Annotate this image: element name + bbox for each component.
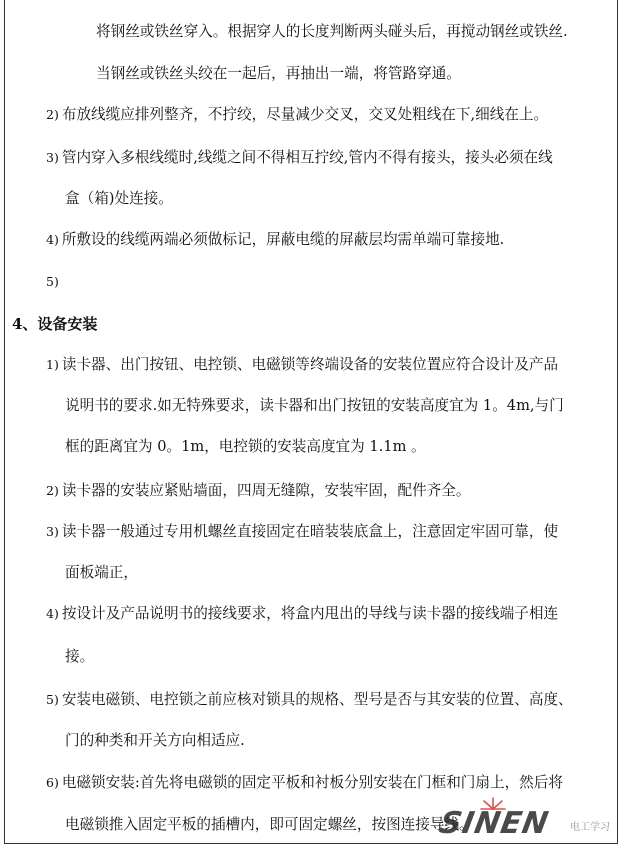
list-number: 4) xyxy=(46,232,59,247)
list-item-continuation: 门的种类和开关方向相适应. xyxy=(65,732,245,749)
list-number: 2) xyxy=(46,107,59,122)
list-number: 2) xyxy=(46,483,59,498)
list-item xyxy=(46,105,548,125)
list-number: 6) xyxy=(46,775,59,790)
watermark-caption: 电工学习 xyxy=(570,822,610,833)
section-heading: 4、设备安装 xyxy=(12,315,98,333)
document-frame xyxy=(4,0,618,844)
list-item xyxy=(46,230,504,250)
list-number: 5) xyxy=(46,274,59,289)
list-number: 4) xyxy=(46,606,59,621)
list-item xyxy=(46,272,62,292)
list-item-text: 读卡器的安装应紧贴墙面，四周无缝隙，安装牢固，配件齐全。 xyxy=(61,482,471,499)
list-item-text: 管内穿入多根线缆时,线缆之间不得相互拧绞,管内不得有接头，接头必须在线 xyxy=(61,149,553,166)
list-item-text: 所敷设的线缆两端必须做标记，屏蔽电缆的屏蔽层均需单端可靠接地. xyxy=(61,231,505,248)
list-number: 5) xyxy=(46,692,59,707)
list-item xyxy=(46,148,553,168)
watermark-logo-text: SINEN xyxy=(436,806,552,841)
paragraph-line: 当钢丝或铁丝头绞在一起后，再抽出一端，将管路穿通。 xyxy=(96,65,461,82)
list-item-continuation: 说明书的要求.如无特殊要求，读卡器和出门按钮的安装高度宜为 1。4m,与门 xyxy=(65,397,564,414)
list-item xyxy=(46,604,558,624)
list-item-continuation: 面板端正， xyxy=(65,564,138,581)
watermark-logo xyxy=(436,796,610,844)
paragraph-line: 将钢丝或铁丝穿入。根据穿人的长度判断两头碰头后，再搅动钢丝或铁丝. xyxy=(96,23,568,40)
list-number: 3) xyxy=(46,150,59,165)
list-item xyxy=(46,355,558,375)
list-item-text: 安装电磁锁、电控锁之前应核对锁具的规格、型号是否与其安装的位置、高度、 xyxy=(61,691,573,708)
list-item-continuation: 接。 xyxy=(65,648,95,665)
list-item-continuation: 盒（箱)处连接。 xyxy=(65,190,173,207)
list-item-text: 读卡器一般通过专用机螺丝直接固定在暗装装底盒上，注意固定牢固可靠，使 xyxy=(61,523,559,540)
list-item xyxy=(46,481,470,501)
list-item xyxy=(46,690,573,710)
list-item xyxy=(46,522,558,542)
list-item-continuation: 框的距离宜为 0。1m，电控锁的安装高度宜为 1.1m 。 xyxy=(65,438,426,455)
list-item-text: 电磁锁安装:首先将电磁锁的固定平板和衬板分别安装在门框和门扇上，然后将 xyxy=(61,774,563,791)
list-item-text: 读卡器、出门按钮、电控锁、电磁锁等终端设备的安装位置应符合设计及产品 xyxy=(61,356,559,373)
list-number: 1) xyxy=(46,357,59,372)
list-item-text: 按设计及产品说明书的接线要求，将盒内甩出的导线与读卡器的接线端子相连 xyxy=(61,605,559,622)
list-item-continuation: 电磁锁推入固定平板的插槽内，即可固定螺丝，按图连接导线。 xyxy=(65,816,474,833)
list-item xyxy=(46,773,563,793)
list-number: 3) xyxy=(46,524,59,539)
list-item-text: 布放线缆应排列整齐，不拧绞，尽量减少交叉，交叉处粗线在下,细线在上。 xyxy=(61,106,549,123)
